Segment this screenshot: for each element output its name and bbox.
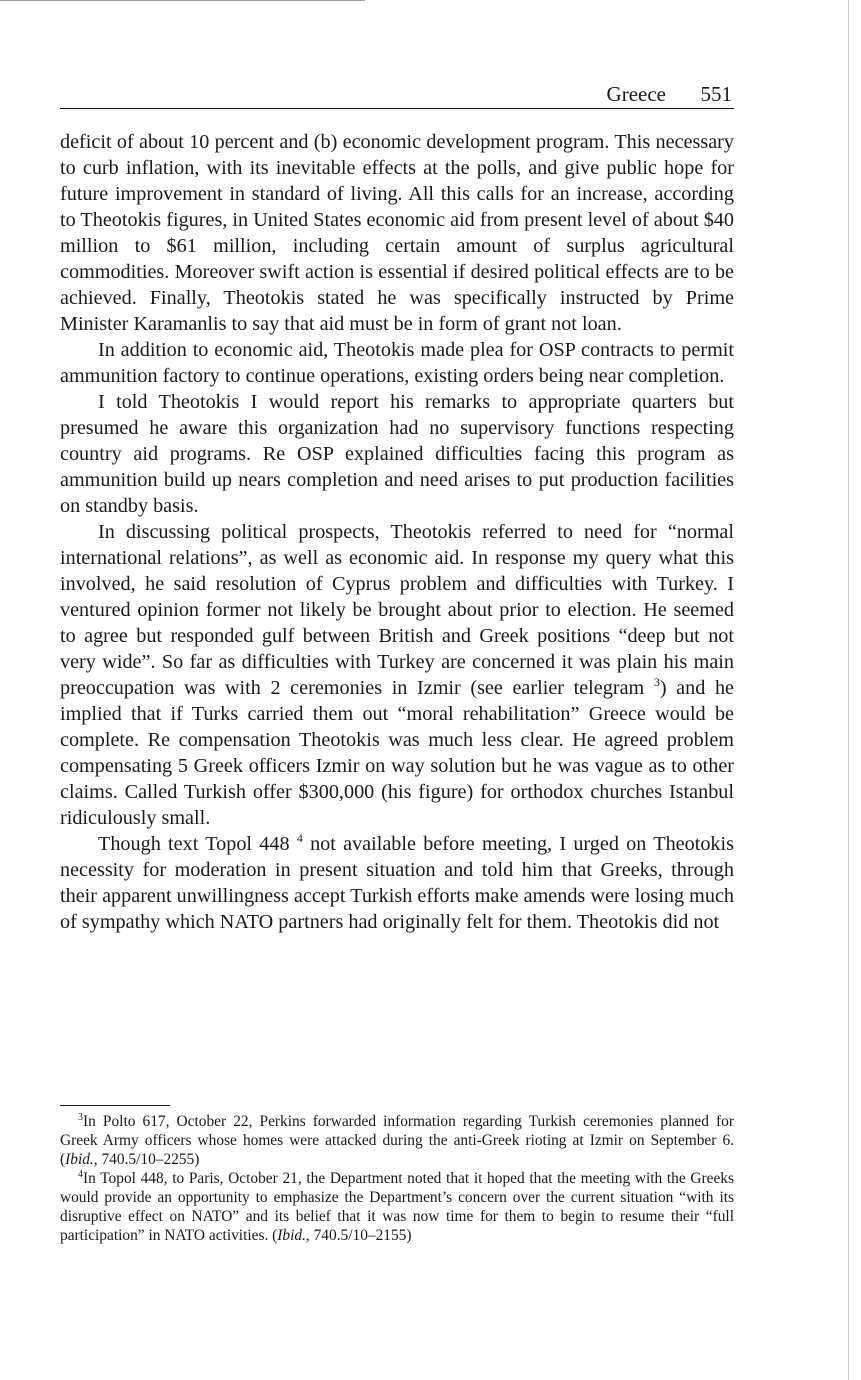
running-head-title: Greece bbox=[606, 82, 666, 106]
paragraph bbox=[60, 129, 734, 337]
paragraph-text: deficit of about 10 percent and (b) economic development program. This necessary to curb inflation, with its inevitable effects at the polls, and give public hope for future improvement in standard of living. All this calls for an increase, according to Theotokis figures, in United States economic aid from present level of about $40 million to $61 million, including certain amount of surplus agricultural commodities. Moreover swift action is essential if desired political effects are to be achieved. Finally, Theotokis stated he was specifically instructed by Prime Minister Karamanlis to say that aid must be in form of grant not loan. bbox=[60, 131, 734, 335]
paragraph bbox=[60, 519, 734, 831]
paragraph-text: In addition to economic aid, Theotokis made plea for OSP contracts to permit ammunition factory to continue operations, existing orders being near completion. bbox=[60, 339, 734, 387]
paragraph-text: In discussing political prospects, Theotokis referred to need for “normal international relations”, as well as economic aid. In response my query what this involved, he said resolution of Cyprus problem and difficulties with Turkey. I ventured opinion former not likely be brought about prior to election. He seemed to agree but responded gulf between British and Greek positions “deep but not very wide”. So far as difficulties with Turkey are concerned it was plain his main preoccupation was with 2 ceremonies in Izmir (see earlier telegram bbox=[60, 521, 734, 699]
footnote-text: In Polto 617, October 22, Perkins forwarded information regarding Turkish ceremonies planned for Greek Army officers whose homes were attacked during the anti-Greek rioting at Izmir on September 6. ( bbox=[60, 1113, 734, 1168]
paragraph-text: ) and he implied that if Turks carried them out “moral rehabilitation” Greece would be complete. Re compensation Theotokis was much less clear. He agreed problem compensating 5 Greek officers Izmir on way solution but he was vague as to other claims. Called Turkish offer $300,000 (his figure) for orthodox churches Istanbul ridiculously small. bbox=[60, 677, 734, 829]
page-number: 551 bbox=[700, 82, 732, 106]
body-text bbox=[60, 129, 734, 935]
paragraph bbox=[60, 831, 734, 935]
footnote bbox=[60, 1169, 734, 1245]
footnote-number: 4 bbox=[78, 1169, 83, 1180]
footnote bbox=[60, 1112, 734, 1169]
running-head bbox=[60, 80, 734, 109]
footnotes bbox=[60, 1112, 734, 1245]
footnote-marker: 3 bbox=[653, 675, 660, 689]
paragraph-text: I told Theotokis I would report his remarks to appropriate quarters but presumed he aware this organization had no supervisory functions respecting country aid programs. Re OSP explained difficulties facing this program as ammunition build up nears completion and need arises to put production facilities on standby basis. bbox=[60, 391, 734, 517]
footnote-marker: 4 bbox=[296, 831, 303, 845]
footnote-text: , 740.5/10–2155) bbox=[305, 1227, 412, 1244]
footnote-text: In Topol 448, to Paris, October 21, the Department noted that it hoped that the meeting with the Greeks would provide an opportunity to emphasize the Department’s concern over the current situation “with its disruptive effect on NATO” and its belief that it was now time for them to begin to resume their “full participation” in NATO activities. ( bbox=[60, 1170, 734, 1244]
footnote-ibid: Ibid. bbox=[277, 1227, 306, 1244]
paragraph bbox=[60, 389, 734, 519]
paragraph bbox=[60, 337, 734, 389]
footnote-text: , 740.5/10–2255) bbox=[93, 1151, 200, 1168]
scan-edge-right bbox=[848, 0, 849, 1380]
paragraph-text: not available before meeting, I urged on Theotokis necessity for moderation in present situation and told him that Greeks, through their apparent unwillingness accept Turkish efforts make amends were losing much of sympathy which NATO partners had originally felt for them. Theotokis did not bbox=[60, 833, 734, 933]
footnote-ibid: Ibid. bbox=[65, 1151, 94, 1168]
footnote-number: 3 bbox=[78, 1112, 83, 1123]
scan-edge-top bbox=[0, 0, 365, 1]
footnote-divider bbox=[60, 1105, 170, 1106]
paragraph-text: Though text Topol 448 bbox=[98, 833, 297, 855]
